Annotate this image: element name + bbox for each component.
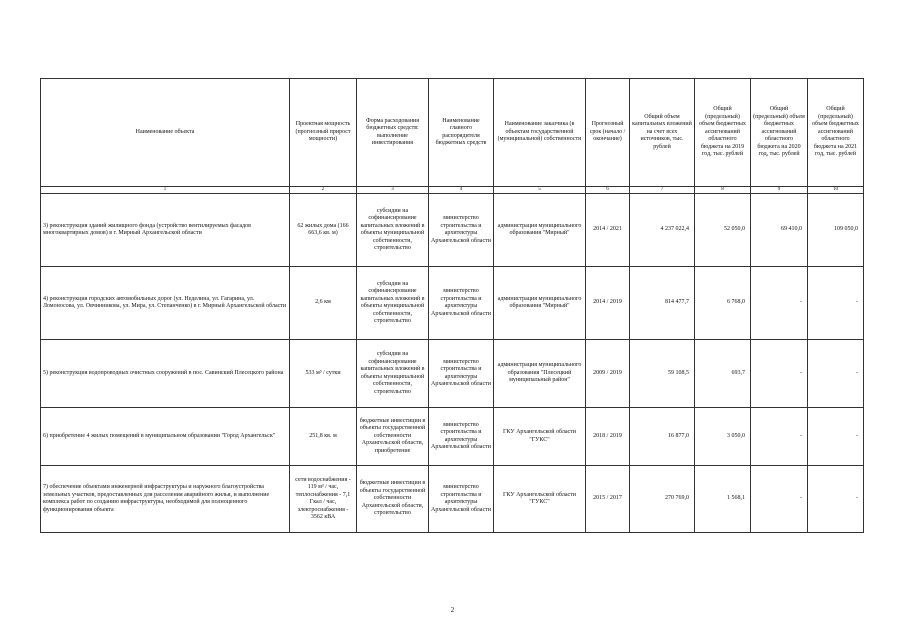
customer: ГКУ Архангельской области "ГУКС" [494,466,586,533]
budget-2021: - [808,408,864,466]
investment-table [40,78,864,533]
table-row [41,267,864,340]
budget-2020: - [751,466,808,533]
header-cell: Общий (предельный) объем бюджетных ассигнований областного бюджета на 2021 год, тыс. рублей [808,79,864,187]
header-cell: Общий (предельный) объем бюджетных ассигнований областного бюджета на 2020 год, тыс. рублей [751,79,808,187]
budget-distributor: министерство строительства и архитектуры Архангельской области [429,408,494,466]
header-cell: Наименование заказчика (в объектам государственной (муниципальной) собственности [494,79,586,187]
header-cell: Проектная мощность (прогнозный прирост мощности) [290,79,357,187]
budget-2020: - [751,408,808,466]
capacity: сети водоснабжения - 119 м³ / час, теплоснабжения - 7,1 Гкал / час, электроснабжения - 3562 кВА [290,466,357,533]
budget-2021: - [808,340,864,408]
term: 2014 / 2021 [586,194,630,267]
object-name: 4) реконструкция городских автомобильных дорог (ул. Неделина, ул. Гагарина, ул. Ломоносова, ул. Овчинникова, ул. Мира, ул. Степанченко) в г. Мирный Архангельской области [41,267,290,340]
column-number: 3 [357,187,429,194]
column-number: 7 [630,187,695,194]
column-number: 6 [586,187,630,194]
budget-2021: 109 050,0 [808,194,864,267]
term: 2009 / 2019 [586,340,630,408]
budget-2019: 3 050,0 [695,408,751,466]
page-number: 2 [450,606,455,614]
object-name: 7) обеспечение объектами инженерной инфраструктуры и наружного благоустройства земельных участков, предоставленных для расселения аварийного жилья, и выполнение комплекса работ по созданию инфраструктуры, необходимой для полноценного функционирования объекта [41,466,290,533]
header-cell: Наименование объекта [41,79,290,187]
table-row [41,340,864,408]
funding-form: субсидии на софинансирование капитальных вложений в объекты муниципальной собственности, строительство [357,194,429,267]
table-row [41,194,864,267]
column-number: 9 [751,187,808,194]
header-cell: Общий объем капитальных вложений на счет всех источников, тыс. рублей [630,79,695,187]
column-number-row [41,187,864,194]
customer: ГКУ Архангельской области "ГУКС" [494,408,586,466]
total-investment: 4 237 022,4 [630,194,695,267]
budget-distributor: министерство строительства и архитектуры Архангельской области [429,340,494,408]
funding-form: субсидии на софинансирование капитальных вложений в объекты муниципальной собственности, строительство [357,340,429,408]
funding-form: бюджетные инвестиции в объекты государственной собственности Архангельской области, приобретение [357,408,429,466]
header-cell: Прогнозный срок (начало / окончание) [586,79,630,187]
budget-2020: - [751,267,808,340]
budget-2019: 52 050,0 [695,194,751,267]
budget-2021: - [808,267,864,340]
capacity: 2,6 км [290,267,357,340]
customer: администрация муниципального образования "Плесецкий муниципальный район" [494,340,586,408]
capacity: 251,8 кв. м [290,408,357,466]
column-number: 4 [429,187,494,194]
header-cell: Форма расходования бюджетных средств: выполнение инвестирования [357,79,429,187]
term: 2014 / 2019 [586,267,630,340]
budget-2021: - [808,466,864,533]
header-cell: Общий (предельный) объем бюджетных ассигнований областного бюджета на 2019 год, тыс. рублей [695,79,751,187]
object-name: 5) реконструкция водопроводных очистных сооружений в пос. Савинский Плесецкого района [41,340,290,408]
budget-2019: 6 768,0 [695,267,751,340]
customer: администрация муниципального образования "Мирный" [494,194,586,267]
budget-2019: 693,7 [695,340,751,408]
funding-form: субсидии на софинансирование капитальных вложений в объекты муниципальной собственности, строительство [357,267,429,340]
budget-distributor: министерство строительства и архитектуры Архангельской области [429,267,494,340]
capacity: 533 м³ / сутки [290,340,357,408]
budget-2019: 1 568,1 [695,466,751,533]
budget-2020: 69 410,0 [751,194,808,267]
header-row [41,79,864,187]
column-number: 1 [41,187,290,194]
object-name: 3) реконструкция зданий жилищного фонда (устройство вентилируемых фасадов многоквартирных домов) в г. Мирный Архангельской области [41,194,290,267]
total-investment: 16 877,0 [630,408,695,466]
column-number: 8 [695,187,751,194]
budget-2020: - [751,340,808,408]
capacity: 62 жилых дома (166 663,6 кв. м) [290,194,357,267]
column-number: 2 [290,187,357,194]
total-investment: 270 769,0 [630,466,695,533]
column-number: 5 [494,187,586,194]
table-row [41,408,864,466]
funding-form: бюджетные инвестиции в объекты государственной собственности Архангельской области, строительство [357,466,429,533]
customer: администрация муниципального образования "Мирный" [494,267,586,340]
term: 2015 / 2017 [586,466,630,533]
object-name: 6) приобретение 4 жилых помещений в муниципальном образовании "Город Архангельск" [41,408,290,466]
total-investment: 59 108,5 [630,340,695,408]
table-row [41,466,864,533]
column-number: 10 [808,187,864,194]
total-investment: 814 477,7 [630,267,695,340]
header-cell: Наименование главного распорядителя бюджетных средств [429,79,494,187]
term: 2018 / 2019 [586,408,630,466]
budget-distributor: министерство строительства и архитектуры Архангельской области [429,194,494,267]
budget-distributor: министерство строительства и архитектуры Архангельской области [429,466,494,533]
